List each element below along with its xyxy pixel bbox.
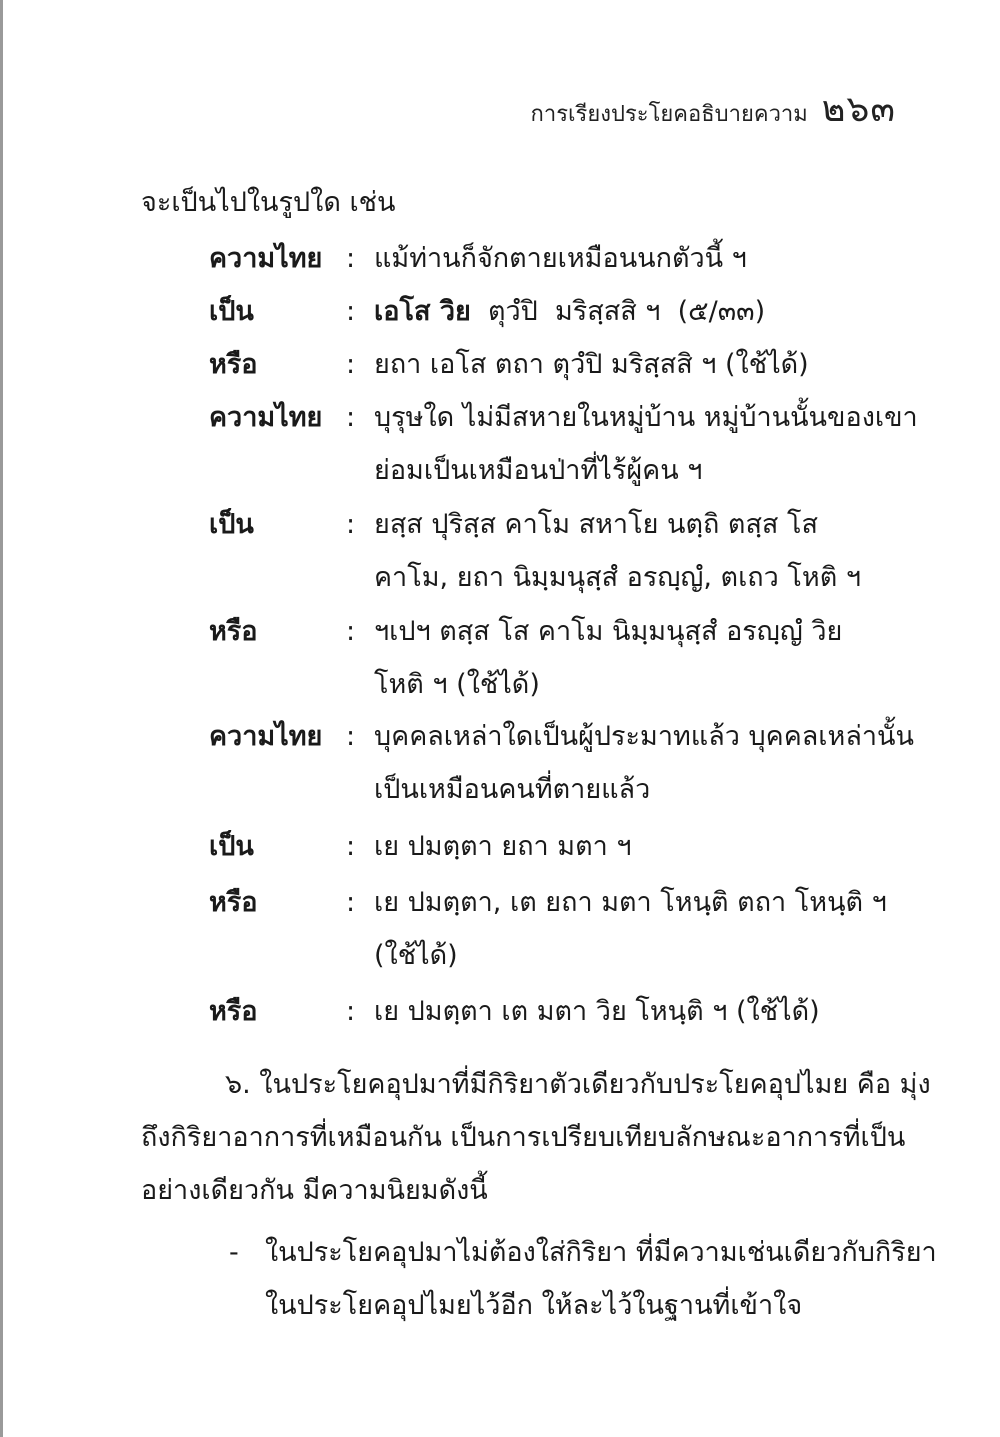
example-rest: ตุวํปิ มริสฺสสิ ฯ (๕/๓๓) [470,296,766,327]
paragraph-line: ถึงกิริยาอาการที่เหมือนกัน เป็นการเปรียบเทียบลักษณะอาการที่เป็น [141,1122,906,1153]
example-line [374,285,904,338]
example-colon: : [346,296,356,327]
example-line: เป็นเหมือนคนที่ตายแล้ว [374,774,651,805]
example-label: ความไทย [209,402,323,433]
example-colon: : [346,243,356,274]
example-line: ย่อมเป็นเหมือนป่าที่ไร้ผู้คน ฯ [374,455,703,486]
intro-line: จะเป็นไปในรูปใด เช่น [141,187,396,218]
example-line: (ใช้ได้) [374,940,458,971]
bullet-text [265,1226,937,1332]
bullet-dash: - [229,1237,239,1268]
example-colon: : [346,616,356,647]
example-label: หรือ [209,996,258,1027]
example-colon: : [346,721,356,752]
example-label: ความไทย [209,721,323,752]
body-paragraph [141,1058,931,1217]
example-line: เย ปมตฺตา ยถา มตา ฯ [374,831,632,862]
example-line: คาโม, ยถา นิมฺมนุสฺสํ อรญฺญํ, ตเถว โหติ ฯ [374,562,861,593]
example-text [374,710,914,816]
example-colon: : [346,509,356,540]
paragraph-line: อย่างเดียวกัน มีความนิยมดังนี้ [141,1175,488,1206]
example-line: แม้ท่านก็จักตายเหมือนนกตัวนี้ ฯ [374,243,747,274]
example-line: เย ปมตฺตา เต มตา วิย โหนฺติ ฯ (ใช้ได้) [374,996,820,1027]
example-text [374,985,904,1038]
example-line: ยสฺส ปุริสฺส คาโม สหาโย นตฺถิ ตสฺส โส [374,509,818,540]
example-label: หรือ [209,349,258,380]
bullet-line: ในประโยคอุปไมยไว้อีก ให้ละไว้ในฐานที่เข้าใจ [265,1290,803,1321]
page-number: ๒๖๓ [821,89,896,130]
example-line: บุคคลเหล่าใดเป็นผู้ประมาทแล้ว บุคคลเหล่านั้น [374,721,914,752]
example-text [374,285,904,338]
paragraph-line: ๖. ในประโยคอุปมาที่มีกิริยาตัวเดียวกับประโยคอุปไมย คือ มุ่ง [225,1069,931,1100]
example-line: บุรุษใด ไม่มีสหายในหมู่บ้าน หมู่บ้านนั้นของเขา [374,402,918,433]
example-text [374,876,904,982]
example-text [374,498,904,604]
example-line: ฯเปฯ ตสฺส โส คาโม นิมฺมนุสฺสํ อรญฺญํ วิย [374,616,843,647]
example-colon: : [346,996,356,1027]
example-text [374,820,904,873]
example-text [374,605,904,711]
example-colon: : [346,349,356,380]
example-line: เย ปมตฺตา, เต ยถา มตา โหนฺติ ตถา โหนฺติ ฯ [374,887,887,918]
example-colon: : [346,831,356,862]
example-label: หรือ [209,887,258,918]
running-header [531,80,896,137]
example-colon: : [346,887,356,918]
example-label: ความไทย [209,243,323,274]
example-text [374,338,904,391]
example-bold-part: เอโส วิย [374,296,471,327]
example-label: เป็น [209,831,254,862]
example-line: ยถา เอโส ตถา ตุวํปิ มริสฺสสิ ฯ (ใช้ได้) [374,349,809,380]
example-label: เป็น [209,509,254,540]
chapter-title: การเรียงประโยคอธิบายความ [530,102,808,127]
example-colon: : [346,402,356,433]
bullet-line: ในประโยคอุปมาไม่ต้องใส่กิริยา ที่มีความเช่นเดียวกับกิริยา [265,1237,937,1268]
example-label: เป็น [209,296,254,327]
example-label: หรือ [209,616,258,647]
example-text [374,391,918,497]
example-line: โหติ ฯ (ใช้ได้) [374,669,540,700]
example-text [374,232,904,285]
